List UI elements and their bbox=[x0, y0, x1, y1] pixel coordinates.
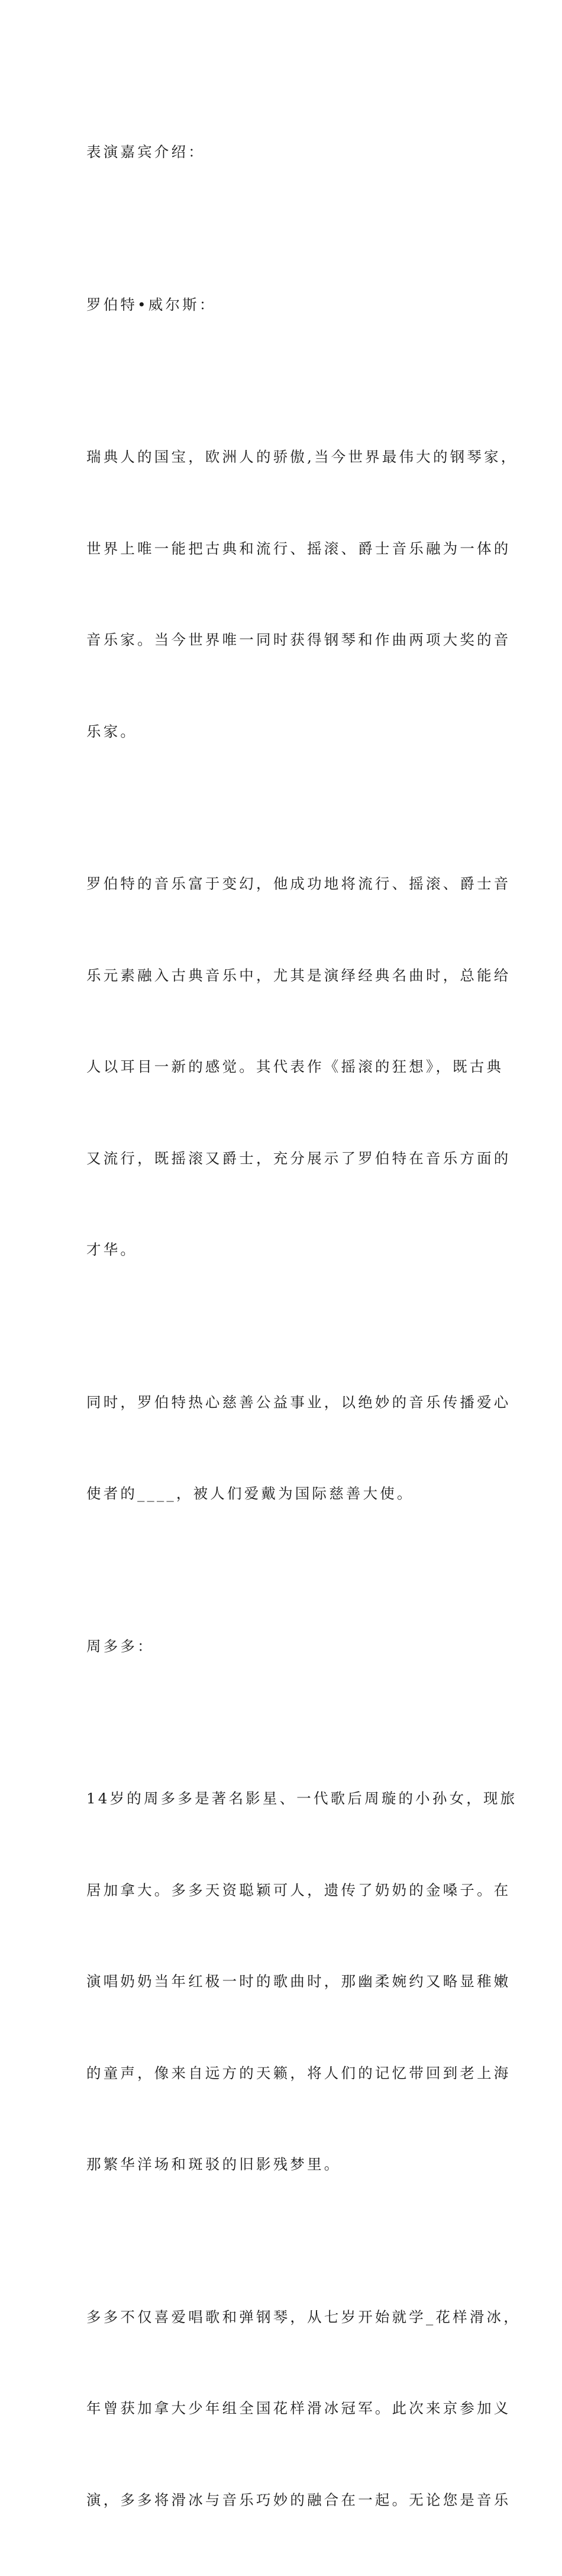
text-line: 又流行，既摇滚又爵士，充分展示了罗伯特在音乐方面的 bbox=[86, 1143, 484, 1174]
document-page bbox=[0, 0, 562, 796]
text-line: 罗伯特•威尔斯： bbox=[86, 290, 484, 320]
paragraph-zhou-intro bbox=[86, 1722, 484, 2241]
text-line: 的童声，像来自远方的天籁，将人们的记忆带回到老上海 bbox=[86, 2058, 484, 2089]
text-line: 14岁的周多多是著名影星、一代歌后周璇的小孙女，现旅 bbox=[86, 1783, 484, 1814]
paragraph-robert-charity bbox=[86, 1326, 484, 1570]
text-line: 多多不仅喜爱唱歌和弹钢琴，从七岁开始就学_花样滑冰， bbox=[86, 2302, 484, 2333]
document-body bbox=[86, 76, 484, 2576]
text-line: 同时，罗伯特热心慈善公益事业，以绝妙的音乐传播爱心 bbox=[86, 1387, 484, 1418]
text-line: 世界上唯一能把古典和流行、摇滚、爵士音乐融为一体的 bbox=[86, 533, 484, 564]
section-title bbox=[86, 76, 484, 229]
text-line: 乐家。 bbox=[86, 716, 484, 747]
paragraph-robert-intro bbox=[86, 381, 484, 808]
text-line: 周多多： bbox=[86, 1631, 484, 1662]
text-line: 那繁华洋场和斑驳的旧影残梦里。 bbox=[86, 2149, 484, 2180]
paragraph-robert-music bbox=[86, 808, 484, 1326]
performer-name-robert-wells bbox=[86, 229, 484, 381]
text-line: 居加拿大。多多天资聪颖可人，遗传了奶奶的金嗓子。在 bbox=[86, 1875, 484, 1906]
text-line: 演，多多将滑冰与音乐巧妙的融合在一起。无论您是音乐 bbox=[86, 2485, 484, 2516]
text-line: 瑞典人的国宝，欧洲人的骄傲,当今世界最伟大的钢琴家， bbox=[86, 442, 484, 472]
text-line: 表演嘉宾介绍： bbox=[86, 137, 484, 168]
text-line: 罗伯特的音乐富于变幻，他成功地将流行、摇滚、爵士音 bbox=[86, 869, 484, 899]
text-line: 乐元素融入古典音乐中，尤其是演绎经典名曲时，总能给 bbox=[86, 960, 484, 991]
paragraph-zhou-skating bbox=[86, 2241, 484, 2576]
performer-name-zhou-duoduo bbox=[86, 1570, 484, 1723]
text-line: 音乐家。当今世界唯一同时获得钢琴和作曲两项大奖的音 bbox=[86, 625, 484, 655]
text-line: 才华。 bbox=[86, 1234, 484, 1265]
text-line: 年曾获加拿大少年组全国花样滑冰冠军。此次来京参加义 bbox=[86, 2393, 484, 2424]
text-line: 人以耳目一新的感觉。其代表作《摇滚的狂想》，既古典 bbox=[86, 1051, 484, 1082]
text-line: 演唱奶奶当年红极一时的歌曲时，那幽柔婉约又略显稚嫩 bbox=[86, 1966, 484, 1997]
text-line: 使者的____，被人们爱戴为国际慈善大使。 bbox=[86, 1478, 484, 1509]
